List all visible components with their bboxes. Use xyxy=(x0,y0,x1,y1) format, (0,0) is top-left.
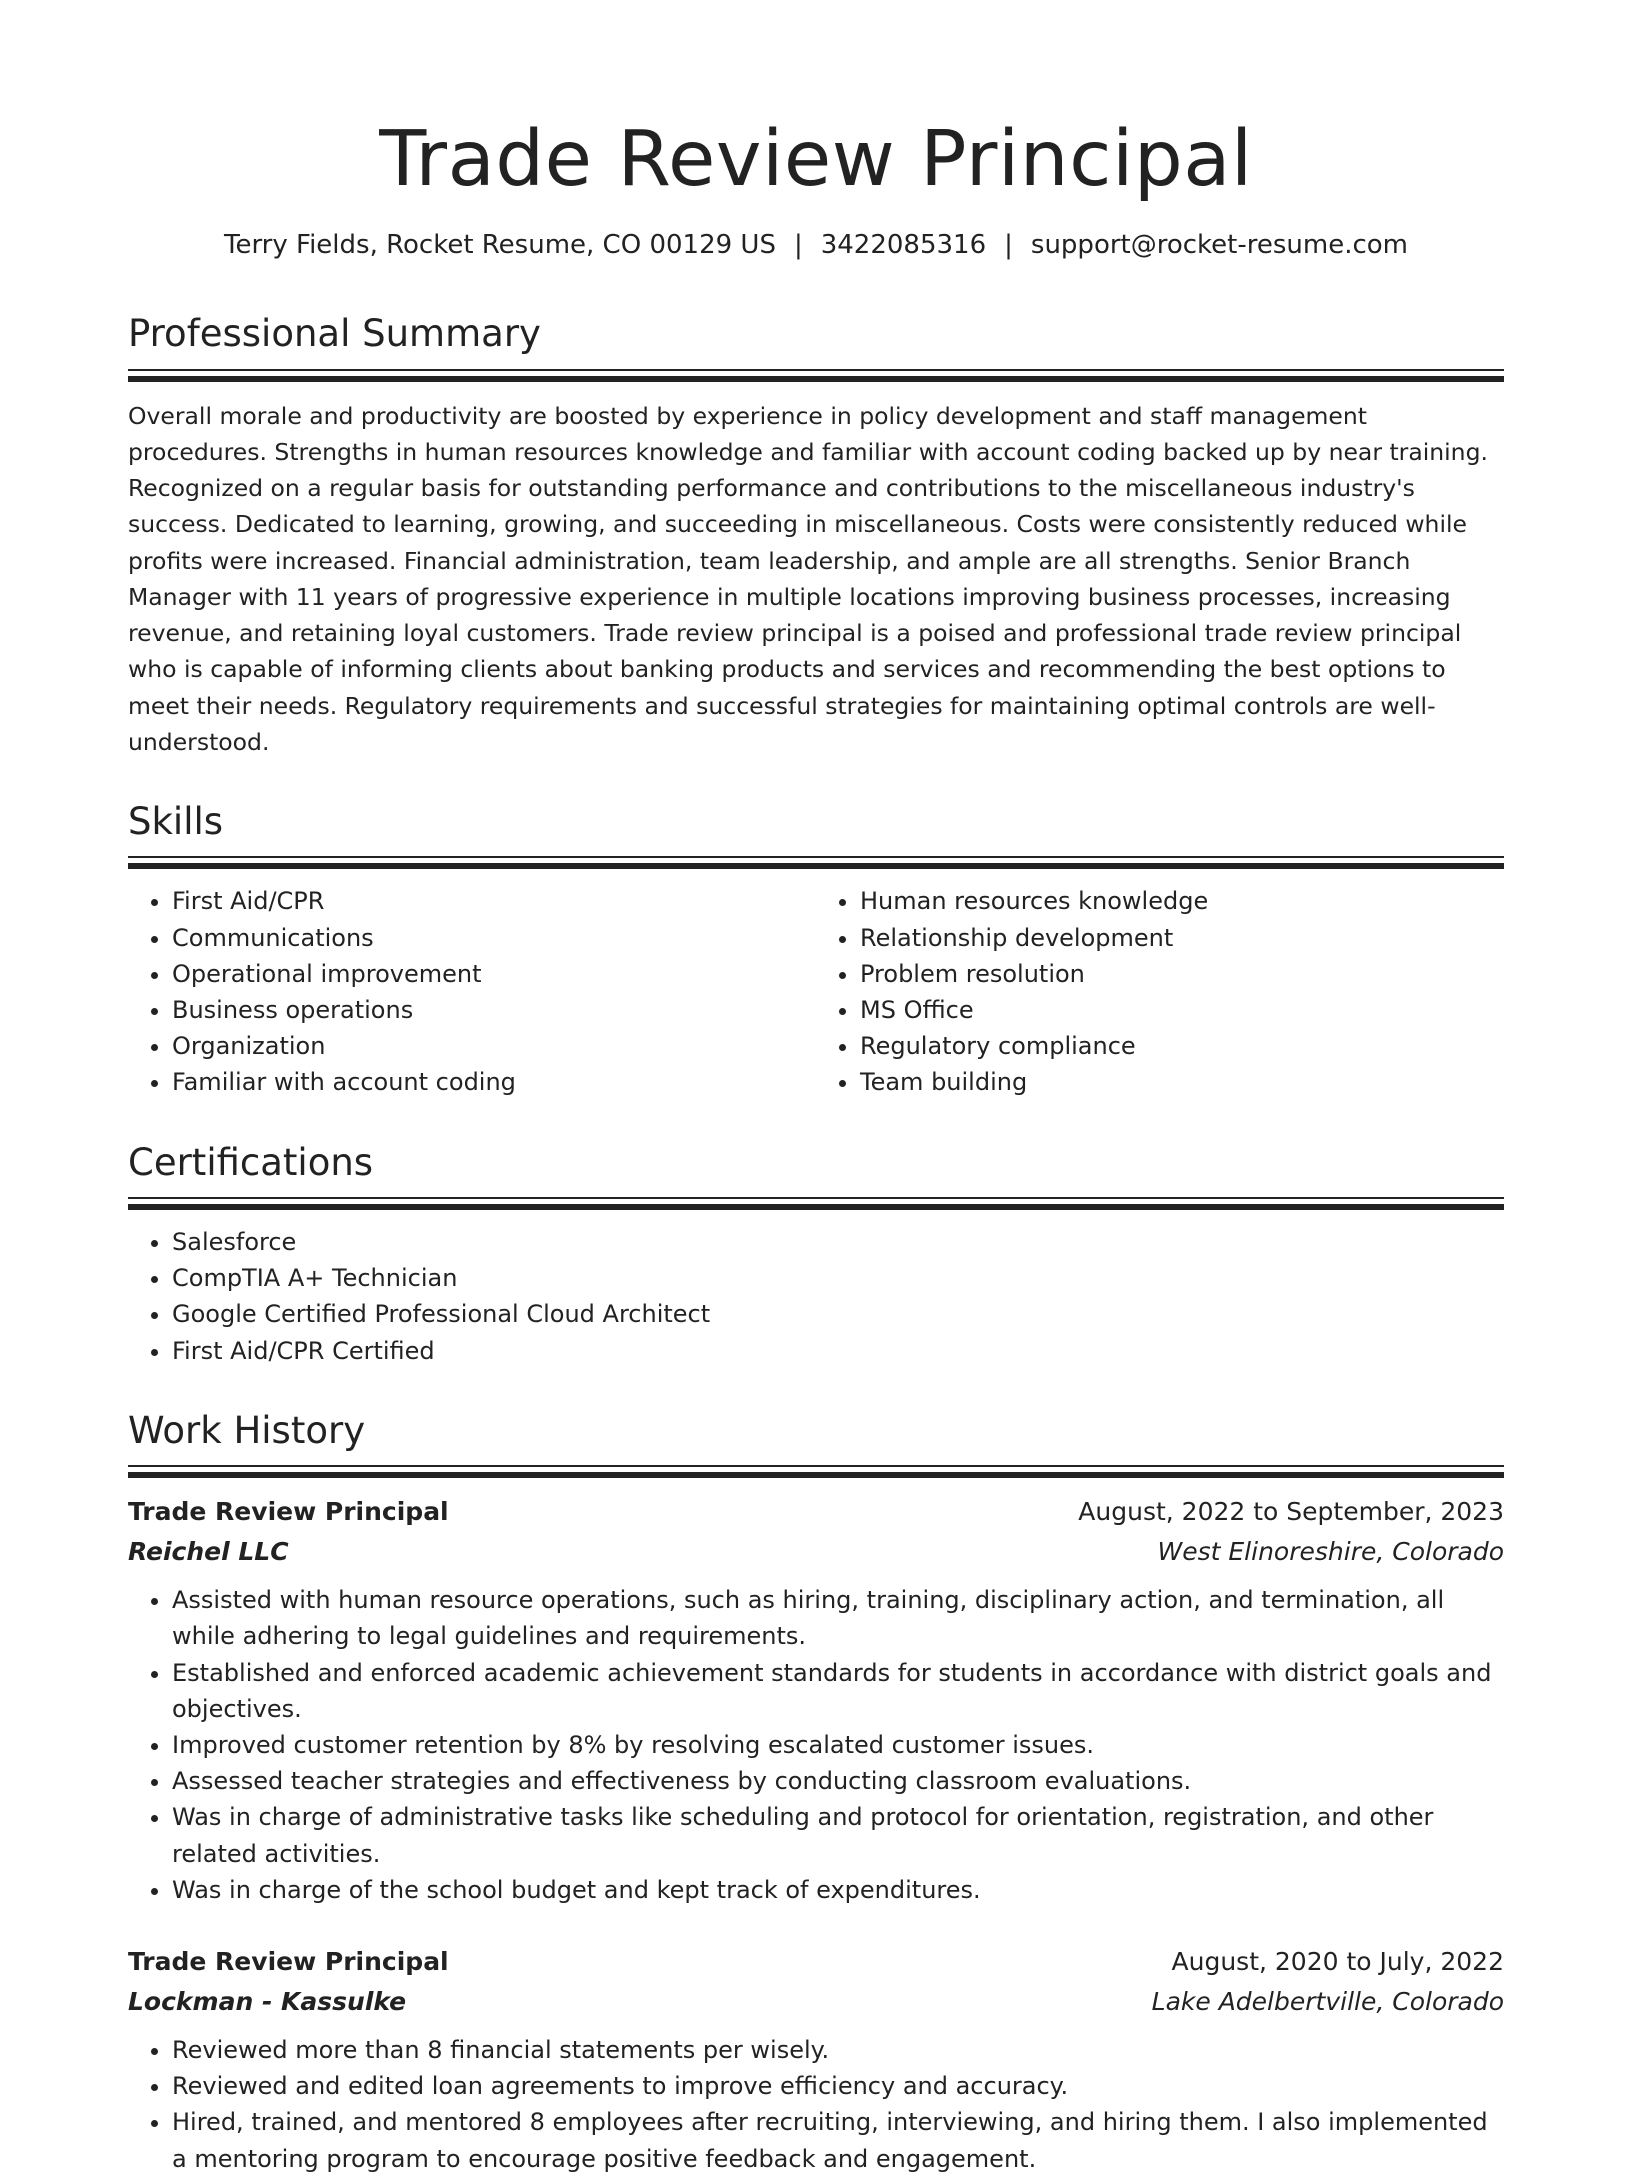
section-divider-thick xyxy=(128,863,1504,869)
job-location: Lake Adelbertville, Colorado xyxy=(1151,1986,1504,2016)
skill-item: • Communications xyxy=(172,920,816,956)
job-bullet: • Reviewed more than 8 financial statements per wisely. xyxy=(172,2032,1504,2068)
job-entry xyxy=(128,1492,1504,1908)
section-divider xyxy=(128,856,1504,858)
section-divider xyxy=(128,1197,1504,1199)
summary-text: Overall morale and productivity are boosted by experience in policy development and staff management procedures. Strengths in human resources knowledge and familiar with account coding backed up by near training. Recognized on a regular basis for outstanding performance and contributions to the miscellaneous industry's success. Dedicated to learning, growing, and succeeding in miscellaneous. Costs were consistently reduced while profits were increased. Financial administration, team leadership, and ample are all strengths. Senior Branch Manager with 11 years of progressive experience in multiple locations improving business processes, increasing revenue, and retaining loyal customers. Trade review principal is a poised and professional trade review principal who is capable of informing clients about banking products and services and recommending the best options to meet their needs. Regulatory requirements and successful strategies for maintaining optimal controls are well-understood. xyxy=(128,401,1488,756)
job-dates: August, 2022 to September, 2023 xyxy=(1078,1497,1504,1527)
contact-separator: | xyxy=(1004,229,1013,260)
job-company: Lockman - Kassulke xyxy=(128,1986,407,2016)
job-company-row xyxy=(128,1532,1504,1572)
job-bullet: • Was in charge of the school budget and kept track of expenditures. xyxy=(172,1872,1504,1908)
job-header-row xyxy=(128,1492,1504,1532)
certifications-title: Certifications xyxy=(128,1140,374,1184)
section-divider-thick xyxy=(128,376,1504,382)
job-bullets xyxy=(128,2032,1504,2177)
job-entry xyxy=(128,1942,1504,2177)
skill-item: • Relationship development xyxy=(860,920,1504,956)
job-bullet: • Assisted with human resource operations, such as hiring, training, disciplinary action, and termination, all while adhering to legal guidelines and requirements. xyxy=(172,1582,1504,1654)
skill-item: • Human resources knowledge xyxy=(860,883,1504,919)
job-bullet: • Was in charge of administrative tasks like scheduling and protocol for orientation, registration, and other related activities. xyxy=(172,1799,1504,1871)
skill-item: • Operational improvement xyxy=(172,956,816,992)
section-divider-thick xyxy=(128,1472,1504,1478)
skill-item: • First Aid/CPR xyxy=(172,883,816,919)
skill-item: • Organization xyxy=(172,1028,816,1064)
section-divider xyxy=(128,1465,1504,1467)
skill-item: • Regulatory compliance xyxy=(860,1028,1504,1064)
contact-email: support@rocket-resume.com xyxy=(1030,229,1409,260)
certification-item: • Salesforce xyxy=(172,1224,1504,1260)
skill-item: • Problem resolution xyxy=(860,956,1504,992)
contact-phone: 3422085316 xyxy=(820,229,987,260)
job-title: Trade Review Principal xyxy=(128,1946,449,1976)
job-bullet: • Improved customer retention by 8% by resolving escalated customer issues. xyxy=(172,1727,1504,1763)
job-bullet: • Established and enforced academic achievement standards for students in accordance with district goals and objectives. xyxy=(172,1655,1504,1727)
section-divider-thick xyxy=(128,1204,1504,1210)
summary-section xyxy=(128,312,1504,759)
skills-section xyxy=(128,800,1504,1101)
skills-title: Skills xyxy=(128,799,224,843)
skill-item: • Familiar with account coding xyxy=(172,1064,816,1100)
certification-item: • Google Certified Professional Cloud Architect xyxy=(172,1296,1504,1332)
job-location: West Elinoreshire, Colorado xyxy=(1157,1537,1504,1567)
section-divider xyxy=(128,369,1504,371)
job-company-row xyxy=(128,1982,1504,2022)
skills-columns xyxy=(128,883,1504,1100)
skills-list-left xyxy=(128,883,816,1100)
resume-name: Trade Review Principal xyxy=(379,115,1253,204)
skill-item: • Team building xyxy=(860,1064,1504,1100)
job-bullet: • Hired, trained, and mentored 8 employees after recruiting, interviewing, and hiring them. I also implemented a mentoring program to encourage positive feedback and engagement. xyxy=(172,2104,1504,2176)
skill-item: • MS Office xyxy=(860,992,1504,1028)
work-history-title: Work History xyxy=(128,1408,366,1452)
job-bullets xyxy=(128,1582,1504,1908)
skill-item: • Business operations xyxy=(172,992,816,1028)
certification-item: • First Aid/CPR Certified xyxy=(172,1333,1504,1369)
certifications-list xyxy=(128,1224,1504,1369)
certification-item: • CompTIA A+ Technician xyxy=(172,1260,1504,1296)
job-header-row xyxy=(128,1942,1504,1982)
certifications-section xyxy=(128,1141,1504,1369)
skills-list-right xyxy=(816,883,1504,1100)
contact-address: Terry Fields, Rocket Resume, CO 00129 US xyxy=(223,229,776,260)
job-bullet: • Reviewed and edited loan agreements to improve efficiency and accuracy. xyxy=(172,2068,1504,2104)
job-bullet: • Assessed teacher strategies and effectiveness by conducting classroom evaluations. xyxy=(172,1763,1504,1799)
job-company: Reichel LLC xyxy=(128,1537,289,1567)
contact-line xyxy=(128,229,1504,263)
work-history-section xyxy=(128,1409,1504,2177)
contact-separator: | xyxy=(793,229,803,260)
summary-title: Professional Summary xyxy=(128,312,541,356)
job-title: Trade Review Principal xyxy=(128,1497,449,1527)
job-dates: August, 2020 to July, 2022 xyxy=(1171,1946,1504,1976)
